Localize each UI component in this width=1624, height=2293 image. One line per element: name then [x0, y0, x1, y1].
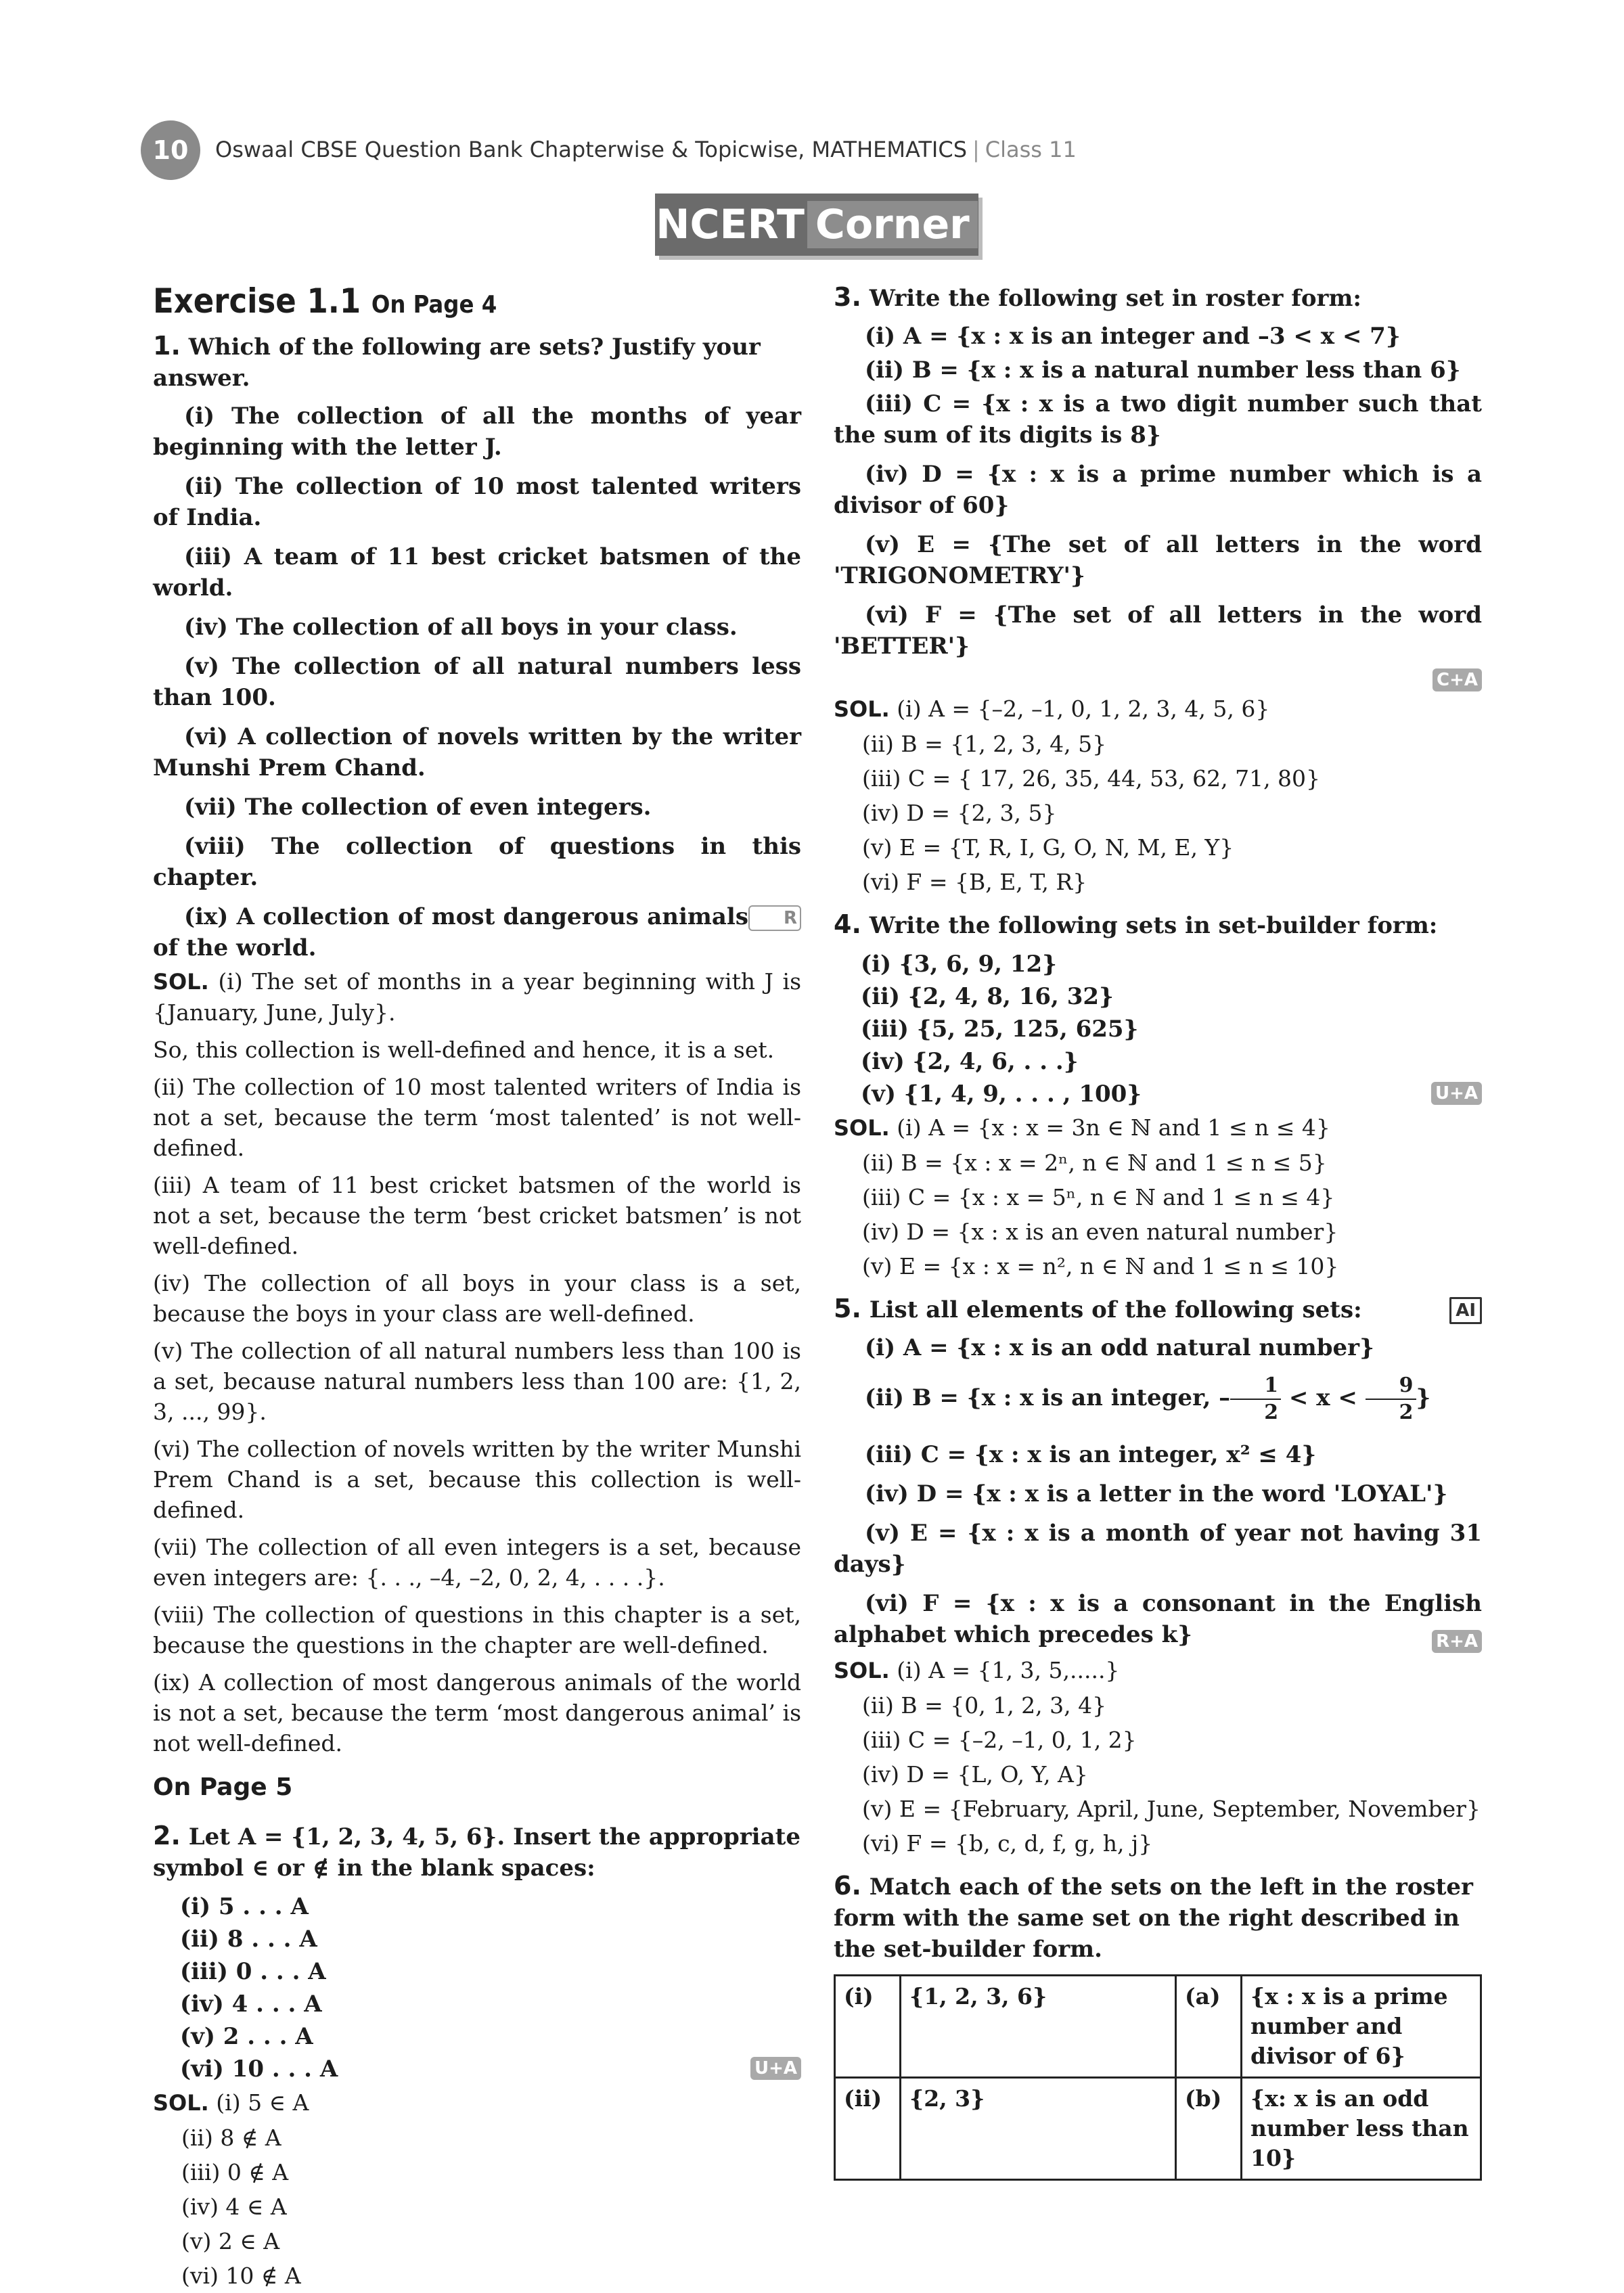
- difficulty-tag: R: [748, 905, 801, 931]
- question-1: [153, 330, 801, 394]
- question-number: 6.: [834, 1871, 861, 1901]
- q5-ii-prefix: (ii) B = {x : x is an integer, –: [865, 1384, 1231, 1411]
- q5-item: (v) E = {x : x is a month of year not having 31 days}: [834, 1520, 1482, 1578]
- question-text: Let A = {1, 2, 3, 4, 5, 6}. Insert the appropriate symbol ∈ or ∉ in the blank spaces:: [153, 1823, 800, 1882]
- q1-item: (ii) The collection of 10 most talented writers of India.: [153, 473, 801, 531]
- solution-paragraph: (iv) The collection of all boys in your class is a set, because the boys in your class are well-defined.: [153, 1270, 801, 1327]
- solution-line: (v) E = {x : x = n², n ∈ ℕ and 1 ≤ n ≤ 10}: [862, 1253, 1339, 1279]
- table-cell: (a): [1176, 1976, 1242, 2078]
- question-number: 2.: [153, 1821, 181, 1851]
- exercise-page: On Page 4: [371, 291, 497, 319]
- sol-label: SOL.: [834, 1658, 890, 1683]
- q1-item: (iv) The collection of all boys in your class.: [184, 614, 738, 641]
- solution-line: (iii) C = {x : x = 5ⁿ, n ∈ ℕ and 1 ≤ n ≤ 4}: [862, 1184, 1335, 1210]
- question-4: [834, 909, 1482, 941]
- page-number-badge: 10: [141, 120, 200, 180]
- q5-ii-mid: < x <: [1281, 1384, 1366, 1411]
- difficulty-tag: AI: [1449, 1297, 1482, 1324]
- ncert-corner-banner: [655, 194, 978, 256]
- question-text: Match each of the sets on the left in the roster form with the same set on the right described in the set-builder form.: [834, 1874, 1473, 1963]
- question-text: Write the following sets in set-builder form:: [869, 912, 1438, 939]
- fraction-numerator: 9: [1366, 1373, 1416, 1400]
- q5-solution: [834, 1653, 1482, 1688]
- q2-item: (v) 2 . . . A: [180, 2023, 313, 2050]
- solution-line: (iv) D = {2, 3, 5}: [862, 800, 1057, 826]
- question-number: 5.: [834, 1294, 861, 1323]
- matching-table: [834, 1974, 1482, 2181]
- solution-line: (ii) B = {0, 1, 2, 3, 4}: [862, 1692, 1107, 1719]
- sol-label: SOL.: [834, 1115, 890, 1141]
- solution-text: (i) A = {1, 3, 5,.....}: [897, 1657, 1120, 1683]
- q2-item-text: (vi) 10 . . . A: [180, 2056, 338, 2083]
- fraction-denominator: 2: [1264, 1401, 1279, 1424]
- q1-item: (v) The collection of all natural numbers less than 100.: [153, 653, 801, 711]
- solution-line: (ii) B = {1, 2, 3, 4, 5}: [862, 731, 1107, 757]
- solution-paragraph: (iii) A team of 11 best cricket batsmen of the world is not a set, because the term ‘best cricket batsmen’ is not well-defined.: [153, 1172, 801, 1259]
- table-cell: {x: x is an odd number less than 10}: [1242, 2078, 1481, 2180]
- q4-item: [834, 1078, 1482, 1110]
- table-row: [835, 2078, 1481, 2180]
- solution-line: (iii) 0 ∉ A: [181, 2159, 289, 2185]
- fraction-denominator: 2: [1399, 1401, 1414, 1424]
- solution-text: (i) A = {x : x = 3n ∈ ℕ and 1 ≤ n ≤ 4}: [897, 1114, 1330, 1141]
- table-cell: {1, 2, 3, 6}: [901, 1976, 1176, 2078]
- header-separator: |: [972, 137, 980, 162]
- q4-item: (iv) {2, 4, 6, . . .}: [861, 1048, 1079, 1075]
- solution-paragraph: So, this collection is well-defined and hence, it is a set.: [153, 1037, 775, 1063]
- right-column: [834, 281, 1482, 2181]
- q3-item: (ii) B = {x : x is a natural number less than 6}: [865, 357, 1461, 384]
- question-text: Write the following set in roster form:: [869, 285, 1361, 312]
- difficulty-tag: U+A: [1431, 1082, 1482, 1105]
- fraction-one-half: [1230, 1373, 1281, 1426]
- q3-item: (i) A = {x : x is an integer and –3 < x < 7}: [865, 323, 1401, 350]
- solution-line: (iv) D = {x : x is an even natural number}: [862, 1219, 1338, 1245]
- solution-line: (v) 2 ∈ A: [181, 2228, 280, 2254]
- table-cell: {x : x is a prime number and divisor of 6}: [1242, 1976, 1481, 2078]
- solution-line: (v) E = {T, R, I, G, O, N, M, E, Y}: [862, 834, 1234, 861]
- question-2: [153, 1820, 801, 1884]
- q3-solution: [834, 691, 1482, 727]
- solution-paragraph: (ii) The collection of 10 most talented writers of India is not a set, because the term ‘most talented’ is not well-defined.: [153, 1074, 801, 1161]
- difficulty-tag: C+A: [1433, 668, 1482, 691]
- q5-item-ii: [834, 1373, 1482, 1426]
- q2-item: (iv) 4 . . . A: [180, 1991, 322, 2018]
- q1-item: (vi) A collection of novels written by the writer Munshi Prem Chand.: [153, 723, 801, 781]
- q2-item: (ii) 8 . . . A: [180, 1926, 317, 1953]
- q3-item: (iv) D = {x : x is a prime number which is a divisor of 60}: [834, 461, 1482, 519]
- solution-line: (iv) D = {L, O, Y, A}: [862, 1761, 1088, 1788]
- solution-paragraph: (v) The collection of all natural numbers less than 100 is a set, because natural numbers less than 100 are: {1, 2, 3, ..., 99}.: [153, 1338, 801, 1425]
- question-3: [834, 281, 1482, 314]
- fraction-nine-half: [1366, 1373, 1416, 1426]
- question-number: 1.: [153, 331, 181, 361]
- q2-solution: [153, 2085, 801, 2120]
- solution-line: (iii) C = {–2, –1, 0, 1, 2}: [862, 1727, 1137, 1753]
- difficulty-tag: U+A: [750, 2057, 801, 2080]
- solution-paragraph: (viii) The collection of questions in this chapter is a set, because the questions in the chapter are well-defined.: [153, 1602, 801, 1658]
- sol-label: SOL.: [153, 2090, 209, 2116]
- q4-item: (iii) {5, 25, 125, 625}: [861, 1016, 1139, 1043]
- table-cell: (b): [1176, 2078, 1242, 2180]
- q5-item: (iii) C = {x : x is an integer, x² ≤ 4}: [865, 1441, 1317, 1468]
- difficulty-tag: R+A: [1432, 1630, 1482, 1653]
- question-6: [834, 1870, 1482, 1965]
- solution-text: (i) A = {–2, –1, 0, 1, 2, 3, 4, 5, 6}: [897, 696, 1270, 722]
- q5-ii-suffix: }: [1416, 1384, 1431, 1411]
- solution-line: (vi) F = {b, c, d, f, g, h, j}: [862, 1830, 1153, 1857]
- question-text: List all elements of the following sets:: [869, 1296, 1362, 1323]
- solution-paragraph: (vi) The collection of novels written by the writer Munshi Prem Chand is a set, because this collection is well-defined.: [153, 1436, 801, 1523]
- table-cell: (ii): [835, 2078, 901, 2180]
- question-number: 3.: [834, 282, 861, 312]
- q2-item: [153, 2053, 801, 2085]
- solution-line: (iii) C = { 17, 26, 35, 44, 53, 62, 71, 80}: [862, 765, 1321, 792]
- page-5-heading: On Page 5: [153, 1773, 293, 1801]
- table-cell: (i): [835, 1976, 901, 2078]
- q2-item: (i) 5 . . . A: [180, 1893, 309, 1920]
- question-text: Which of the following are sets? Justify your answer.: [153, 334, 761, 392]
- q1-item: [153, 901, 801, 963]
- solution-paragraph: (ix) A collection of most dangerous animals of the world is not a set, because the term ‘most dangerous animal’ is not well-defined.: [153, 1669, 801, 1756]
- running-header: [215, 137, 1077, 162]
- book-title: Oswaal CBSE Question Bank Chapterwise & Topicwise, MATHEMATICS: [215, 137, 967, 162]
- q1-item: (vii) The collection of even integers.: [184, 794, 652, 821]
- q5-item: (vi) F = {x : x is a consonant in the English alphabet which precedes k}: [834, 1590, 1482, 1648]
- question-5: [834, 1293, 1482, 1325]
- solution-line: (ii) B = {x : x = 2ⁿ, n ∈ ℕ and 1 ≤ n ≤ 5}: [862, 1150, 1327, 1176]
- exercise-number: Exercise 1.1: [153, 281, 361, 321]
- q1-item: (viii) The collection of questions in this chapter.: [153, 833, 801, 891]
- table-cell: {2, 3}: [901, 2078, 1176, 2180]
- q1-item: (i) The collection of all the months of year beginning with the letter J.: [153, 403, 801, 461]
- q3-item: (vi) F = {The set of all letters in the word 'BETTER'}: [834, 601, 1482, 660]
- solution-line: (vi) 10 ∉ A: [181, 2263, 301, 2289]
- solution-line: (iv) 4 ∈ A: [181, 2194, 287, 2220]
- q1-item: (iii) A team of 11 best cricket batsmen of the world.: [153, 543, 801, 601]
- solution-paragraph: (vii) The collection of all even integers is a set, because even integers are: {. . ., –4, –2, 0, 2, 4, . . . .}.: [153, 1534, 801, 1591]
- q4-item: (ii) {2, 4, 8, 16, 32}: [861, 983, 1114, 1010]
- banner-part2: Corner: [807, 201, 978, 248]
- fraction-numerator: 1: [1230, 1373, 1281, 1400]
- q5-item: (iv) D = {x : x is a letter in the word 'LOYAL'}: [865, 1480, 1448, 1507]
- solution-line: (ii) 8 ∉ A: [181, 2125, 281, 2151]
- table-row: [835, 1976, 1481, 2078]
- solution-line: (vi) F = {B, E, T, R}: [862, 869, 1087, 895]
- sol-label: SOL.: [153, 969, 209, 995]
- q4-solution: [834, 1110, 1482, 1145]
- left-column: [153, 281, 801, 2293]
- q1-item-text: (ix) A collection of most dangerous animals of the world.: [153, 903, 748, 961]
- sol-label: SOL.: [834, 696, 890, 722]
- q4-item-text: (v) {1, 4, 9, . . . , 100}: [861, 1081, 1142, 1108]
- q2-item: (iii) 0 . . . A: [180, 1958, 326, 1985]
- q3-item: (iii) C = {x : x is a two digit number such that the sum of its digits is 8}: [834, 390, 1482, 449]
- banner-part1: NCERT: [656, 201, 805, 248]
- solution-line: (v) E = {February, April, June, September, November}: [862, 1796, 1481, 1822]
- solution-text: (i) 5 ∈ A: [216, 2089, 309, 2116]
- q1-solution: [153, 966, 801, 1028]
- q3-item: (v) E = {The set of all letters in the word 'TRIGONOMETRY'}: [834, 531, 1482, 589]
- q5-item: (i) A = {x : x is an odd natural number}: [865, 1334, 1374, 1361]
- solution-text: (i) The set of months in a year beginning with J is {January, June, July}.: [153, 968, 802, 1026]
- class-label: Class 11: [985, 137, 1077, 162]
- question-number: 4.: [834, 909, 861, 939]
- q4-item: (i) {3, 6, 9, 12}: [861, 951, 1057, 978]
- exercise-title: [153, 281, 801, 321]
